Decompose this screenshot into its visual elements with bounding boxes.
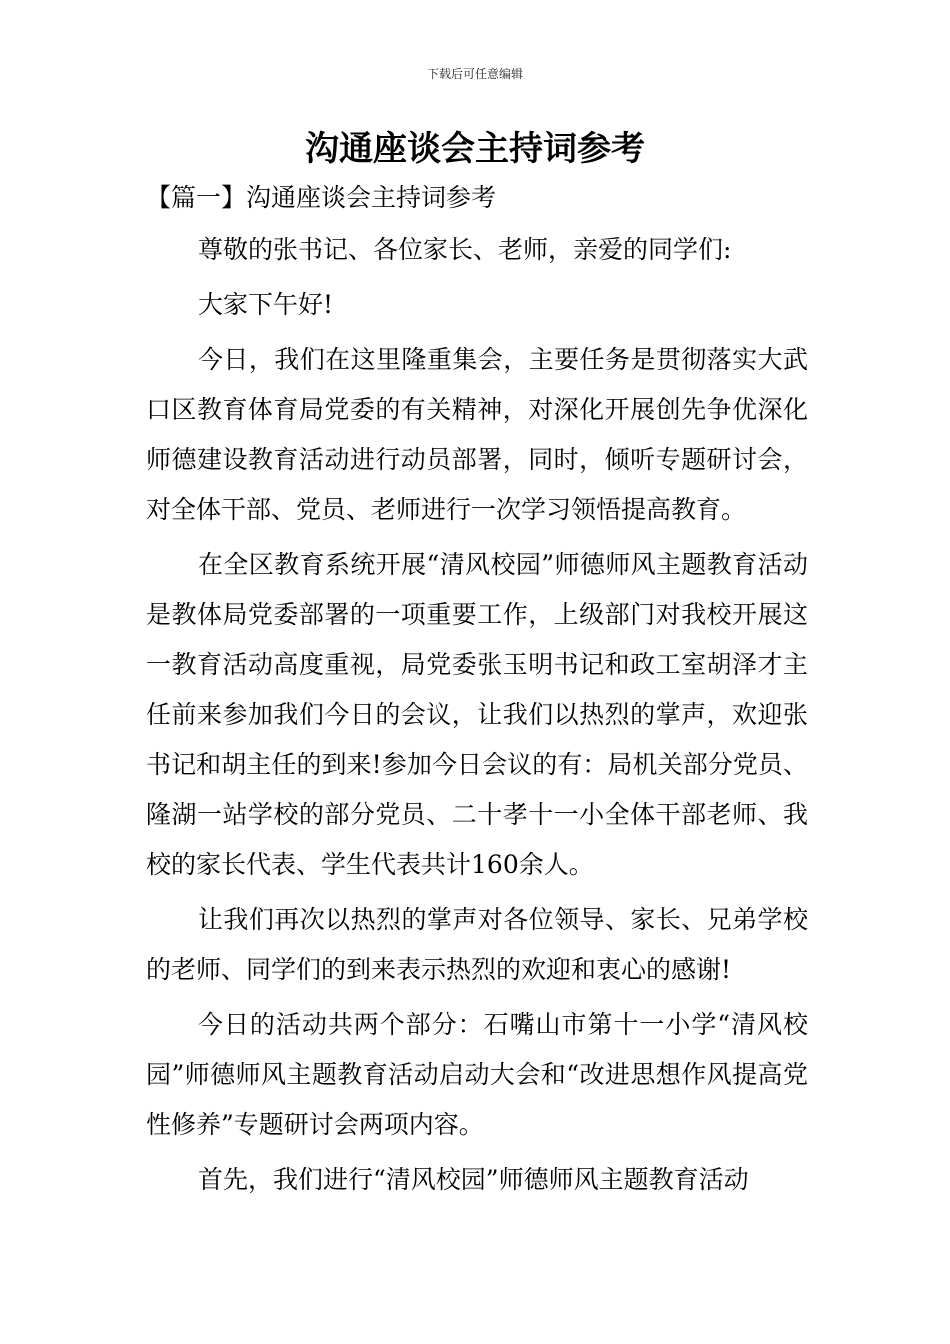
paragraph: 在全区教育系统开展“清风校园”师德师风主题教育活动是教体局党委部署的一项重要工作，上级部门对我校开展这一教育活动高度重视，局党委张玉明书记和政工室胡泽才主任前来参加我们今日的会议，让我们以热烈的掌声，欢迎张书记和胡主任的到来!参加今日会议的有：局机关部分党员、隆湖一站学校的部分党员、二十孝十一小全体干部老师、我校的家长代表、学生代表共计160余人。 [146, 550, 808, 879]
header-note: 下载后可任意编辑 [426, 67, 523, 81]
document-title: 沟通座谈会主持词参考 [305, 129, 645, 169]
document-body [146, 225, 808, 1210]
paragraph: 让我们再次以热烈的掌声对各位领导、家长、兄弟学校的老师、同学们的到来表示热烈的欢迎和衷心的感谢! [146, 905, 808, 984]
paragraph-salutation: 尊敬的张书记、各位家长、老师，亲爱的同学们: [198, 235, 732, 264]
paragraph: 首先，我们进行“清风校园”师德师风主题教育活动 [198, 1165, 749, 1194]
section-heading: 【篇一】沟通座谈会主持词参考 [146, 183, 497, 212]
paragraph: 今日的活动共两个部分：石嘴山市第十一小学“清风校园”师德师风主题教育活动启动大会和“改进思想作风提高党性修养”专题研讨会两项内容。 [146, 1010, 808, 1139]
paragraph-greeting: 大家下午好! [198, 290, 334, 319]
paragraph: 今日，我们在这里隆重集会，主要任务是贯彻落实大武口区教育体育局党委的有关精神，对深化开展创先争优深化师德建设教育活动进行动员部署，同时，倾听专题研讨会，对全体干部、党员、老师进行一次学习领悟提高教育。 [146, 345, 808, 524]
